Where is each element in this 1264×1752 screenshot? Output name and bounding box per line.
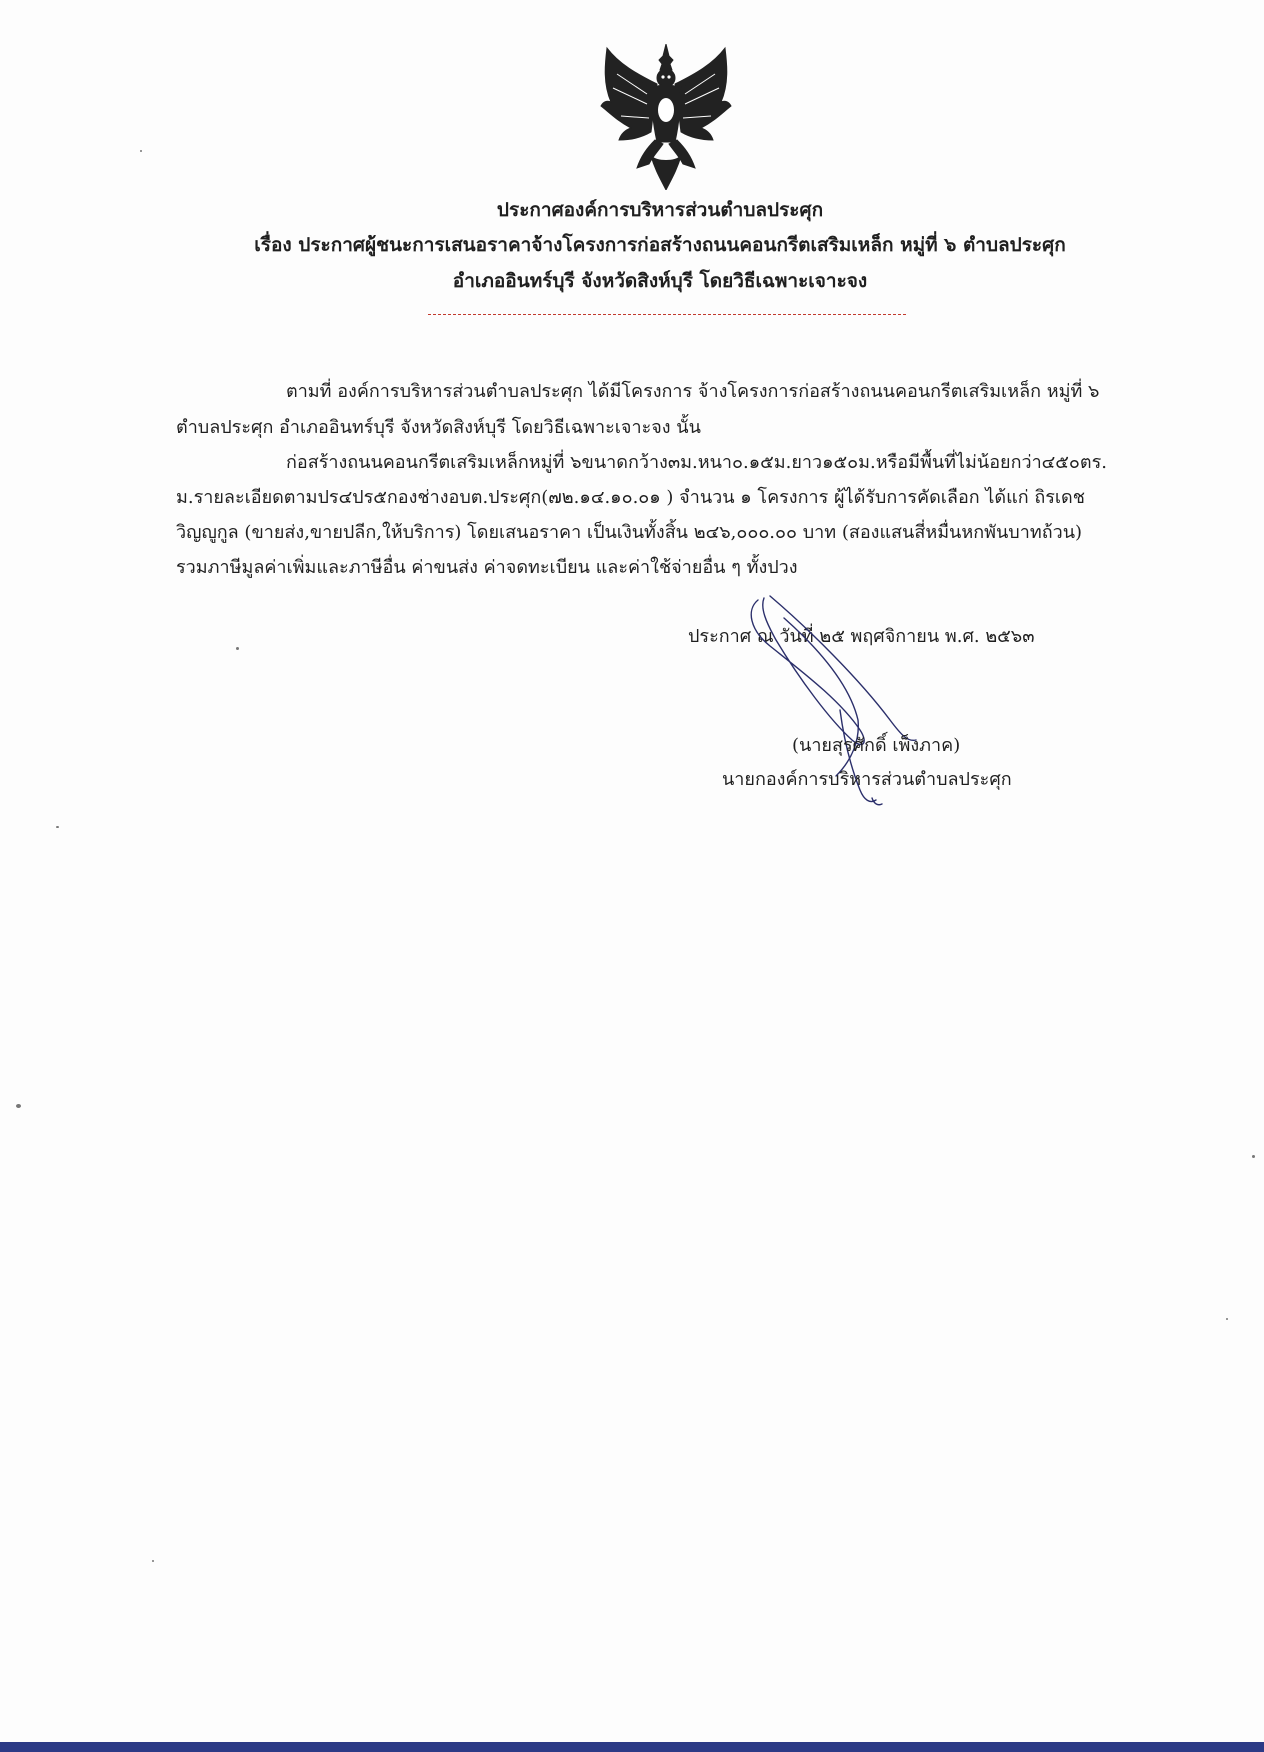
paragraph-1-line-1: ตามที่ องค์การบริหารส่วนตำบลประศุก ได้มีโครงการ จ้างโครงการก่อสร้างถนนคอนกรีตเสริมเหล็ก หมู่ที่ ๖	[286, 381, 1100, 402]
paragraph-2-line-3: วิญญูกูล (ขายส่ง,ขายปลีก,ให้บริการ) โดยเสนอราคา เป็นเงินทั้งสิ้น ๒๔๖,๐๐๐.๐๐ บาท (สองแสนสี่หมื่นหกพันบาทถ้วน)	[176, 522, 1083, 543]
scan-speck	[236, 647, 239, 650]
scan-speck	[1226, 1318, 1228, 1320]
signer-name: (นายสุรศักดิ์ เพ็งภาค)	[792, 735, 961, 756]
scan-speck	[152, 1560, 154, 1562]
scan-speck	[16, 1104, 21, 1108]
scan-speck	[56, 826, 59, 828]
document-title: ประกาศองค์การบริหารส่วนตำบลประศุก	[496, 199, 824, 221]
garuda-emblem-icon	[597, 44, 735, 190]
header-divider	[428, 314, 906, 315]
scan-bottom-edge	[0, 1742, 1264, 1752]
paragraph-1-line-2: ตำบลประศุก อำเภออินทร์บุรี จังหวัดสิงห์บุรี โดยวิธีเฉพาะเจาะจง นั้น	[176, 417, 701, 438]
announcement-date: ประกาศ ณ วันที่ ๒๕ พฤศจิกายน พ.ศ. ๒๕๖๓	[688, 626, 1035, 647]
paragraph-2-line-4: รวมภาษีมูลค่าเพิ่มและภาษีอื่น ค่าขนส่ง ค่าจดทะเบียน และค่าใช้จ่ายอื่น ๆ ทั้งปวง	[176, 557, 798, 578]
paragraph-2-line-2: ม.รายละเอียดตามปร๔ปร๕กองช่างอบต.ประศุก(๗๒.๑๔.๑๐.๐๑ ) จำนวน ๑ โครงการ ผู้ได้รับการคัดเลือก ได้แก่ ถิรเดช	[176, 487, 1085, 508]
scan-speck	[1252, 1155, 1255, 1158]
subject-line-2: อำเภออินทร์บุรี จังหวัดสิงห์บุรี โดยวิธีเฉพาะเจาะจง	[452, 270, 868, 292]
scan-speck	[140, 150, 142, 152]
signer-position: นายกองค์การบริหารส่วนตำบลประศุก	[722, 769, 1012, 790]
paragraph-2-line-1: ก่อสร้างถนนคอนกรีตเสริมเหล็กหมู่ที่ ๖ขนาดกว้าง๓ม.หนา๐.๑๕ม.ยาว๑๕๐ม.หรือมีพื้นที่ไม่น้อยกว่า๔๕๐ตร.	[286, 452, 1107, 473]
subject-line-1: เรื่อง ประกาศผู้ชนะการเสนอราคาจ้างโครงการก่อสร้างถนนคอนกรีตเสริมเหล็ก หมู่ที่ ๖ ตำบลประศุก	[254, 234, 1066, 256]
